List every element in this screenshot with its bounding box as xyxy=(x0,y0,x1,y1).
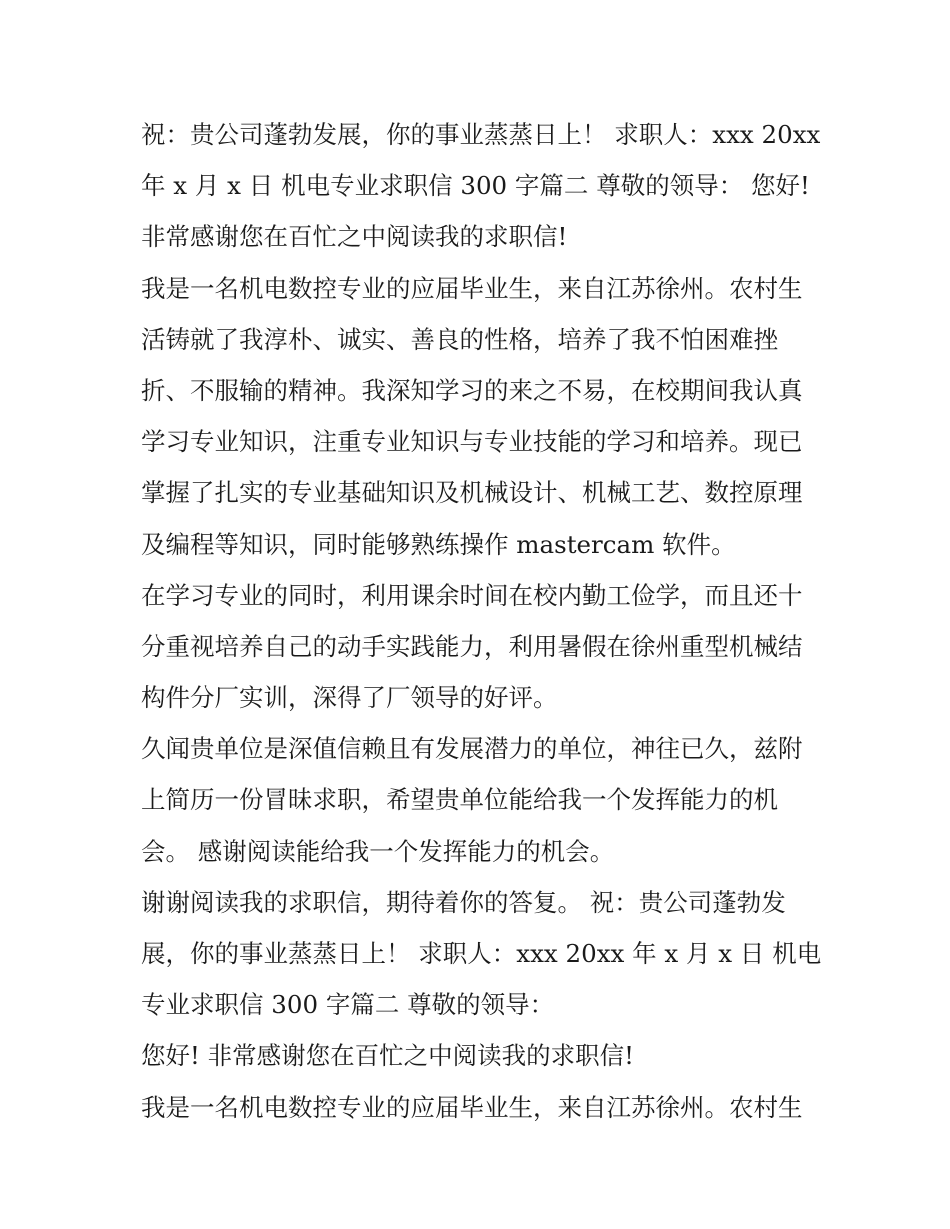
text-line: 我是一名机电数控专业的应届毕业生，来自江苏徐州。农村生 xyxy=(141,273,803,303)
text-line: 学习专业知识，注重专业知识与专业技能的学习和培养。现已 xyxy=(141,427,803,457)
text-line: 年 x 月 x 日 机电专业求职信 300 字篇二 尊敬的领导： 您好! xyxy=(141,171,810,201)
text-line: 会。 感谢阅读能给我一个发挥能力的机会。 xyxy=(141,836,615,866)
text-line: 谢谢阅读我的求职信，期待着你的答复。 祝：贵公司蓬勃发 xyxy=(141,887,786,917)
letter-body xyxy=(141,109,821,1133)
text-line: 折、不服输的精神。我深知学习的来之不易，在校期间我认真 xyxy=(141,375,803,405)
text-line: 活铸就了我淳朴、诚实、善良的性格，培养了我不怕困难挫 xyxy=(141,324,778,354)
text-line: 我是一名机电数控专业的应届毕业生，来自江苏徐州。农村生 xyxy=(141,1092,803,1122)
text-line: 分重视培养自己的动手实践能力，利用暑假在徐州重型机械结 xyxy=(141,631,803,661)
text-line: 久闻贵单位是深值信赖且有发展潜力的单位，神往已久，兹附 xyxy=(141,734,803,764)
text-line: 专业求职信 300 字篇二 尊敬的领导： xyxy=(141,990,555,1020)
text-line: 上简历一份冒昧求职，希望贵单位能给我一个发挥能力的机 xyxy=(141,785,778,815)
text-line: 您好! 非常感谢您在百忙之中阅读我的求职信! xyxy=(141,1041,634,1071)
text-line: 构件分厂实训，深得了厂领导的好评。 xyxy=(141,683,558,713)
text-line: 祝：贵公司蓬勃发展，你的事业蒸蒸日上！ 求职人：xxx 20xx xyxy=(141,120,821,149)
text-line: 展，你的事业蒸蒸日上！ 求职人：xxx 20xx 年 x 月 x 日 机电 xyxy=(141,939,821,968)
text-line: 非常感谢您在百忙之中阅读我的求职信! xyxy=(141,222,568,252)
text-line: 及编程等知识，同时能够熟练操作 mastercam 软件。 xyxy=(141,529,736,559)
text-line: 掌握了扎实的专业基础知识及机械设计、机械工艺、数控原理 xyxy=(141,478,803,508)
text-line: 在学习专业的同时，利用课余时间在校内勤工俭学，而且还十 xyxy=(141,580,803,610)
